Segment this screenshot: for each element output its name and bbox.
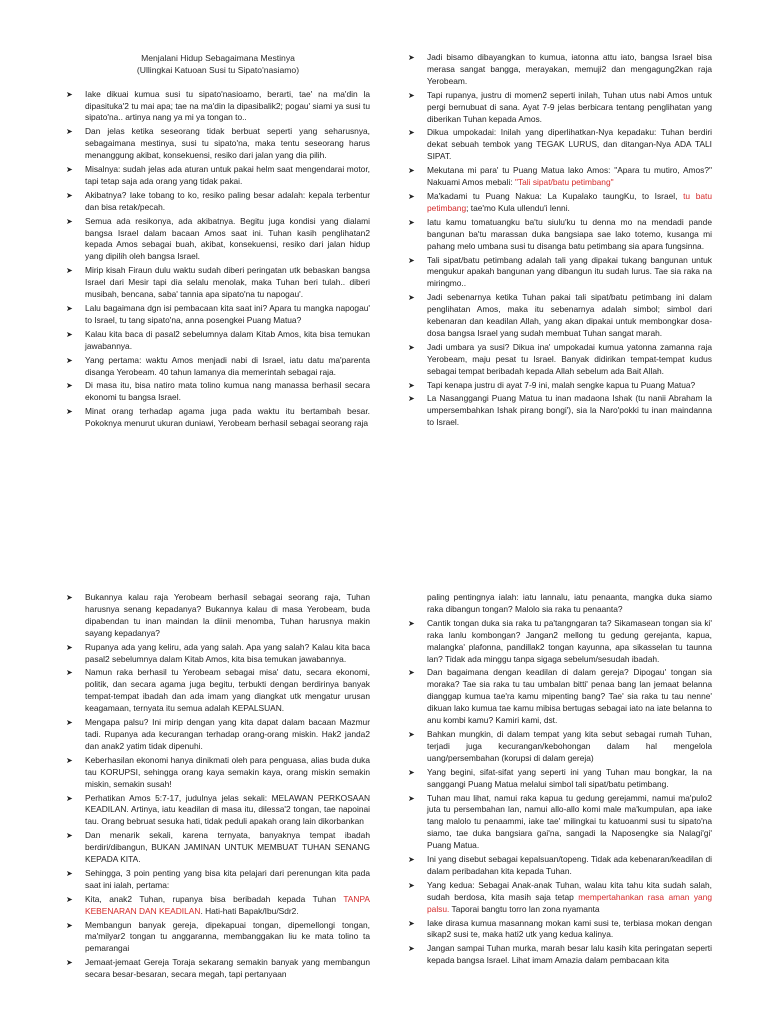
list-item (66, 667, 370, 715)
list-item (66, 868, 370, 892)
arrowhead-bullet-icon: ➤ (408, 90, 415, 100)
item-text: Kalau kita baca di pasal2 sebelumnya dalam Kitab Amos, kita bisa temukan jawabannya. (85, 328, 370, 351)
arrowhead-bullet-icon: ➤ (66, 266, 73, 276)
arrowhead-bullet-icon: ➤ (408, 217, 415, 227)
list-item (408, 292, 712, 340)
column-bottom-left (66, 592, 370, 983)
item-text: Iake dirasa kumua masannang mokan kami susi te, terbiasa mokan dengan sikap2 susi te, maka hati2 utk yang kedua kalinya. (427, 917, 712, 940)
item-text: Iatu kamu tomatuangku ba'tu siulu'ku tu denna mo na mendadi pande bangunan ba'tu marassan duka bangsiapa sae lako totemo, kusanga mi pahang melo umbana susi tu disanga batu petimbang sia apara fungsinna. (427, 216, 712, 251)
list-item (66, 830, 370, 866)
list-item (408, 854, 712, 878)
arrowhead-bullet-icon: ➤ (66, 868, 73, 878)
arrowhead-bullet-icon: ➤ (66, 89, 73, 99)
arrowhead-bullet-icon: ➤ (66, 165, 73, 175)
item-text: Bukannya kalau raja Yerobeam berhasil sebagai seorang raja, Tuhan harusnya senang kepadanya? Bukannya kalau di masa Yerobeam, buda dipabendan tu inan maindan la diinii menomba, Tuhan harusnya makin sayang kepadanya? (85, 592, 370, 638)
arrowhead-bullet-icon: ➤ (66, 755, 73, 765)
list-item (66, 957, 370, 981)
arrowhead-bullet-icon: ➤ (408, 793, 415, 803)
arrowhead-bullet-icon: ➤ (408, 166, 415, 176)
arrowhead-bullet-icon: ➤ (66, 793, 73, 803)
arrowhead-bullet-icon: ➤ (408, 668, 415, 678)
list-item (408, 90, 712, 126)
arrowhead-bullet-icon: ➤ (66, 407, 73, 417)
item-text: La Nasanggangi Puang Matua tu inan madaona Ishak (tu nanii Abraham la umpersembahkan Ishak pirang bongi'), sia la Naro'pokki tu inan maindanna to Israel. (427, 393, 712, 428)
list-item (408, 342, 712, 378)
list-item (66, 329, 370, 353)
list-item (66, 303, 370, 327)
title-line-1: Menjalani Hidup Sebagaimana Mestinya (141, 53, 295, 63)
arrowhead-bullet-icon: ➤ (408, 729, 415, 739)
list-item (66, 406, 370, 430)
list-item (408, 217, 712, 253)
list-item (408, 380, 712, 392)
list-item (408, 191, 712, 215)
arrowhead-bullet-icon: ➤ (66, 329, 73, 339)
item-text: Dan menarik sekali, karena ternyata, banyaknya tempat ibadah berdiri/dibangun, BUKAN JAMINAN UNTUK MEMBUAT TUHAN SENANG KEPADA KITA. (85, 830, 370, 865)
list-item (66, 717, 370, 753)
item-text: Lalu bagaimana dgn isi pembacaan kita saat ini? Apara tu mangka napogau' to Israel, tu tang sipato'na, anna posengkei Puang Matua? (85, 303, 370, 325)
list-item (66, 190, 370, 214)
item-text: Sehingga, 3 poin penting yang bisa kita pelajari dari perenungan kita pada saat ini ialah, pertama: (85, 867, 370, 890)
arrowhead-bullet-icon: ➤ (66, 304, 73, 313)
item-text: Keberhasilan ekonomi hanya dinikmati oleh para penguasa, alias buda duka tau KORUPSI, sehingga orang kaya semakin kaya, orang miskin semakin miskin, semakin susah! (85, 754, 370, 789)
item-text: Mengapa palsu? Ini mirip dengan yang kita dapat dalam bacaan Mazmur tadi. Rupanya ada kecurangan terhadap orang-orang miskin. Hak2 janda2 dan anak2 yatim tidak dipenuhi. (85, 717, 370, 751)
arrowhead-bullet-icon: ➤ (408, 767, 415, 777)
list-item (66, 216, 370, 264)
item-text: Namun raka berhasil tu Yerobeam sebagai misa' datu, secara ekonomi, politik, dan secara agama juga begitu, terbukti dengan berdirinya banyak tempat-tempat ibadah dan ada imam yang diangkat utk mengatur urusan keagamaan, ternyata itu semua adalah KEPALSUAN. (85, 667, 370, 714)
arrowhead-bullet-icon: ➤ (408, 880, 415, 890)
item-text: Jadi umbara ya susi? Dikua ina' umpokadai kumua yatonna zamanna raja Yerobeam, maju pesat tu Israel. Banyak didirikan tempat-tempat kudus sebagai tempat beribadah kepada Allah sebelum ada Bait Allah. (427, 341, 712, 376)
title-line-2: (Ullingkai Katuoan Susi tu Sipato'nasiamo) (136, 65, 300, 76)
list-item (408, 127, 712, 163)
arrowhead-bullet-icon: ➤ (66, 958, 73, 968)
item-text: Jangan sampai Tuhan murka, marah besar lalu kasih kita peringatan seperti kepada bangsa Israel. Lihat imam Amazia dalam pembacaan kita (427, 943, 712, 966)
arrowhead-bullet-icon: ➤ (66, 920, 73, 930)
highlighted-text: tu batu petimbang (427, 190, 712, 213)
arrowhead-bullet-icon: ➤ (66, 831, 73, 841)
arrowhead-bullet-icon: ➤ (408, 855, 415, 865)
list-item (66, 793, 370, 829)
item-text: Kita, anak2 Tuhan, rupanya bisa beribadah kepada Tuhan (85, 893, 344, 904)
item-text: Mirip kisah Firaun dulu waktu sudah diberi peringatan utk bebaskan bangsa Israel dari Mesir tapi dia selalu menolak, maka Tuhan beri tulah.. diberi musibah, bencana, saba' tannia apa sipato'na tu napogau'. (85, 265, 370, 300)
arrowhead-bullet-icon: ➤ (408, 342, 415, 352)
arrowhead-bullet-icon: ➤ (408, 618, 415, 628)
list-item (66, 755, 370, 791)
item-text: Yang kedua: Sebagai Anak-anak Tuhan, walau kita tahu kita sudah salah, sudah berdosa, kita masih saja tetap (427, 879, 712, 902)
list-item (66, 89, 370, 125)
arrowhead-bullet-icon: ➤ (66, 216, 73, 226)
item-text: . Hati-hati Bapak/Ibu/Sdr2. (200, 905, 299, 916)
item-text: Misalnya: sudah jelas ada aturan untuk pakai helm saat mengendarai motor, tapi tetap saja ada orang yang tidak pakai. (85, 164, 370, 186)
arrowhead-bullet-icon: ➤ (408, 255, 415, 265)
arrowhead-bullet-icon: ➤ (408, 380, 415, 390)
item-text: Ini yang disebut sebagai kepalsuan/topeng. Tidak ada kebenaran/keadilan di dalam peribadahan kita kepada Tuhan. (427, 854, 712, 876)
list-item (408, 667, 712, 727)
item-text: Minat orang terhadap agama juga pada waktu itu bertambah besar. Pokoknya menurut ukuran duniawi, Yerobeam berhasil sebagai seorang raja (85, 406, 370, 429)
item-text: Mekutana mi para' tu Puang Matua lako Amos: "Apara tu mutiro, Amos?" Nakuami Amos mebali: (427, 165, 712, 188)
item-text: paling pentingnya ialah: iatu lannalu, iatu penaanta, mangka duka siamo raka dibangun tongan? Malolo sia raka tu penaanta? (427, 592, 712, 614)
highlighted-text: mempertahankan rasa aman yang palsu. (427, 891, 712, 914)
list-item (66, 126, 370, 162)
bullet-list-top-right (408, 52, 712, 429)
list-item (408, 618, 712, 666)
list-item (66, 355, 370, 379)
list-item (66, 920, 370, 956)
item-text: Jemaat-jemaat Gereja Toraja sekarang semakin banyak yang membangun secara besar-besaran, secara megah, tapi pertanyaan (85, 957, 370, 980)
item-text: Taporai bangtu torro lan zona nyamanta (449, 903, 600, 914)
column-top-right (408, 52, 712, 431)
arrowhead-bullet-icon: ➤ (66, 381, 73, 391)
list-item (66, 894, 370, 918)
item-text: Jadi sebenarnya ketika Tuhan pakai tali sipat/batu petimbang ini dalam penglihatan Amos, maka itu sebenarnya adalah simbol; simbol dari kebenaran dan keadilan Allah, yang akan dipakai untuk membongkar dosa-dosa bangsa Israel yang sudah membuat Tuhan sangat marah. (427, 292, 712, 338)
arrowhead-bullet-icon: ➤ (66, 355, 73, 365)
column-bottom-right (408, 592, 712, 969)
item-text: Rupanya ada yang keliru, ada yang salah. Apa yang salah? Kalau kita baca pasal2 sebelumnya dalam Kitab Amos, kita bisa temukan jawabannya. (85, 641, 370, 664)
item-text: Cantik tongan duka sia raka tu pa'tangngaran ta? Sikamasean tongan sia ki' raka lanlu kombongan? Jangan2 mellong tu gedung gerejanta, kapua, malangka' plafonna, pandillak2 tongan kayunna, apa sikasselan tu taunna lan? Tidak ada minggu tanpa sigaga sebelum/sesudah ibadah. (427, 617, 712, 664)
list-item (66, 164, 370, 188)
column-top-left (66, 52, 370, 432)
highlighted-text: "Tali sipat/batu petimbang" (514, 177, 614, 188)
item-text: Jadi bisamo dibayangkan to kumua, iatonna attu iato, bangsa Israel bisa merasa sangat bangga, merayakan, memuji2 dan mengagung2kan raja Yerobeam. (427, 52, 712, 86)
list-item (408, 918, 712, 942)
list-item (408, 52, 712, 88)
list-item (408, 793, 712, 853)
item-text: Di masa itu, bisa natiro mata tolino kumua nang manassa berhasil secara ekonomi tu bangsa Israel. (85, 380, 370, 403)
bullet-list-top-left (66, 89, 370, 430)
item-text: Akibatnya? Iake tobang to ko, resiko paling besar adalah: kepala terbentur dan bisa retak/pecah. (85, 189, 370, 212)
item-text: Membangun banyak gereja, dipekapuai tongan, dipemellongi tongan, ma'milyar2 tongan tu anggaranna, membanggakan liu ke mata tolino ta pemarangai (85, 919, 370, 954)
item-text: Dikua umpokadai: Inilah yang diperlihatkan-Nya kepadaku: Tuhan berdiri dekat sebuah tembok yang TEGAK LURUS, dan ditangan-Nya ADA TALI SIPAT. (427, 127, 712, 162)
item-text: Yang begini, sifat-sifat yang seperti ini yang Tuhan mau bongkar, la na sanggangi Puang Matua melalui simbol tali sipat/batu petimbang. (427, 766, 712, 789)
item-text: Yang pertama: waktu Amos menjadi nabi di Israel, iatu datu ma'parenta disanga Yerobeam. 40 tahun lamanya dia memerintah sebagai raja. (85, 354, 370, 377)
list-item (408, 880, 712, 916)
list-item (66, 265, 370, 301)
list-item (408, 592, 712, 616)
item-text: Tapi rupanya, justru di momen2 seperti inilah, Tuhan utus nabi Amos untuk pergi bernubuat di sana. Ayat 7-9 jelas berbicara tentang penglihatan yang diberikan Tuhan kepada Amos. (427, 89, 712, 124)
item-text: Tali sipat/batu petimbang adalah tali yang dipakai tukang bangunan untuk mengukur apakah bangunan yang dibangun itu sudah lurus. Tae sia raka na miringmo.. (427, 254, 712, 289)
list-item (408, 393, 712, 429)
bullet-list-bottom-left (66, 592, 370, 981)
document-title (66, 52, 370, 77)
item-text: Iake dikuai kumua susi tu sipato'nasioamo, berarti, tae' na ma'din la dipasituka'2 tu mai apa; tae na ma'din la dipasibalik2; pogau' siami ya susi tu sipato'na.. artinya nang ya mi ya tongan to.. (85, 88, 370, 123)
arrowhead-bullet-icon: ➤ (408, 191, 415, 201)
arrowhead-bullet-icon: ➤ (66, 668, 73, 678)
arrowhead-bullet-icon: ➤ (66, 593, 73, 602)
arrowhead-bullet-icon: ➤ (66, 894, 73, 904)
list-item (408, 165, 712, 189)
arrowhead-bullet-icon: ➤ (408, 394, 415, 404)
list-item (408, 943, 712, 967)
item-text: Semua ada resikonya, ada akibatnya. Begitu juga kondisi yang dialami bangsa Israel dalam bacaan Amos saat ini. Tuhan kasih penglihatan2 kepada Amos sebagai buah, akibat, konsekuensi, resiko dari jalan hidup yang dipilih oleh bangsa Israel. (85, 215, 370, 262)
arrowhead-bullet-icon: ➤ (408, 944, 415, 954)
item-text: Perhatikan Amos 5:7-17, judulnya jelas sekali: MELAWAN PERKOSAAN KEADILAN. Artinya, iatu keadilan di masa itu, dilessa'2 tongan, tae napoinai tau. Orang bebruat sesuka hati, tidak peduli apakah orang lain dikorbankan (85, 792, 370, 827)
arrowhead-bullet-icon: ➤ (408, 918, 415, 928)
list-item (66, 380, 370, 404)
arrowhead-bullet-icon: ➤ (408, 293, 415, 303)
item-text: Bahkan mungkin, di dalam tempat yang kita sebut sebagai rumah Tuhan, terjadi juga kecurangan/kebohongan dalam hal mengelola uang/persembahan (korupsi di dalam gereja) (427, 728, 712, 763)
list-item (408, 767, 712, 791)
arrowhead-bullet-icon: ➤ (408, 128, 415, 138)
highlighted-text: TANPA KEBENARAN DAN KEADILAN (85, 893, 370, 916)
arrowhead-bullet-icon: ➤ (66, 642, 73, 652)
item-text: Tuhan mau lihat, namui raka kapua tu gedung gerejammi, namui ma'pulo2 juta tu persembahan lan, namui allo-allo komi male ma'kumpulan, apa iake tang malolo tu penaammi, iake tae' milingkai tu katuoanmi susi tu sipato'na siamo, tae duka bangsiara gai'na, sangadi la Naposengke sia Nalagi'gi' Puang Matua. (427, 792, 712, 851)
arrowhead-bullet-icon: ➤ (66, 127, 73, 137)
item-text: ; tae'mo Kula ullendu'i lenni. (466, 202, 570, 213)
item-text: Tapi kenapa justru di ayat 7-9 ini, malah sengke kapua tu Puang Matua? (427, 379, 696, 390)
arrowhead-bullet-icon: ➤ (408, 53, 415, 62)
item-text: Dan jelas ketika seseorang tidak berbuat seperti yang seharusnya, sebagaimana mestinya, susi tu sipato'na, maka tentu seseorang harus menanggung akibat, konsekuensi, resiko dari jalan yang dia pilih. (85, 126, 370, 161)
list-item (66, 592, 370, 640)
list-item (408, 255, 712, 291)
arrowhead-bullet-icon: ➤ (66, 190, 73, 200)
arrowhead-bullet-icon: ➤ (66, 718, 73, 728)
bullet-list-bottom-right (408, 592, 712, 967)
item-text: Dan bagaimana dengan keadilan di dalam gereja? Dipogau' tongan sia moraka? Tae sia raka tu tau umbalan bitti' penaa bang lan jemaat belanna dianggap kumua tae'ra kamu mipenting bang? Tae' sia raka tu tau nenne' dikuan lako kumua tae kamu mibisa bertugas sebagai iato na iate belanna to anu kombi kamu? Kamiri kami, dst. (427, 667, 712, 726)
item-text: Ma'kadami tu Puang Nakua: La Kupalako taungKu, to Israel, (427, 190, 684, 201)
list-item (408, 729, 712, 765)
list-item (66, 642, 370, 666)
